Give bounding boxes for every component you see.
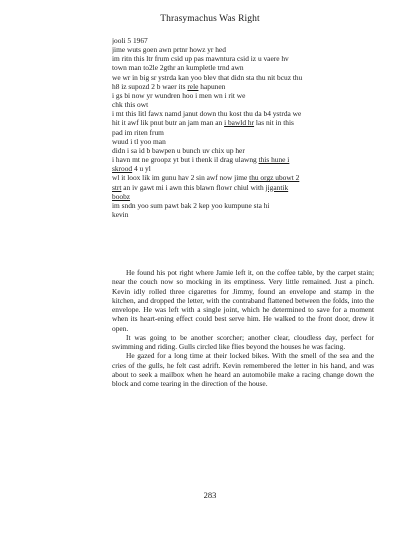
- letter-line: [112, 155, 374, 164]
- page-number: 283: [203, 490, 217, 500]
- letter-underlined-text: jigantik: [265, 182, 289, 192]
- letter-line: [112, 192, 374, 201]
- letter-text: an iv gawt mi i awn this blawn flowr chiul with: [121, 182, 266, 192]
- prose-block: [112, 268, 374, 388]
- letter-underlined-text: this hune i: [258, 155, 290, 165]
- running-head: Thrasymachus Was Right: [160, 14, 260, 24]
- letter-text: jime wuts goen awn prtnr howz yr hed: [112, 45, 226, 55]
- letter-line: [112, 137, 374, 146]
- letter-line: [112, 63, 374, 72]
- letter-line: [112, 164, 374, 173]
- letter-text: im sndn yoo sum pawt bak 2 kep yoo kumpune sta hi: [112, 200, 270, 210]
- letter-line: [112, 146, 374, 155]
- letter-block: [112, 36, 374, 219]
- letter-underlined-text: thu orgz ubowt 2: [249, 173, 300, 183]
- letter-line: [112, 45, 374, 54]
- letter-line: [112, 109, 374, 118]
- letter-line: [112, 82, 374, 91]
- letter-text: i havn mt ne groopz yt but i thenk il drag ulawng: [112, 155, 259, 165]
- letter-underlined-text: i bawld hr: [224, 118, 255, 128]
- letter-line: [112, 54, 374, 63]
- letter-line: [112, 118, 374, 127]
- letter-underlined-text: boobz: [112, 191, 131, 201]
- letter-text: hapunen: [198, 81, 226, 91]
- letter-line: [112, 100, 374, 109]
- letter-line: [112, 183, 374, 192]
- letter-text: wl it loox lik im gunu hav 2 sin awf now jime: [112, 173, 250, 183]
- letter-text: kevin: [112, 209, 129, 219]
- letter-text: town man to2le 2gthr an kumpletle trnd awn: [112, 63, 244, 73]
- letter-text: we wr in big sr ystrda kan yoo blev that didn sta thu nit bcuz thu: [112, 72, 303, 82]
- letter-text: i gs bi now yr wundren hoo i men wn i rit we: [112, 90, 246, 100]
- letter-line: [112, 73, 374, 82]
- letter-text: 4 u yl: [132, 164, 151, 174]
- letter-underlined-text: strt: [112, 182, 122, 192]
- letter-text: chk this owt: [112, 100, 149, 110]
- prose-paragraph: It was going to be another scorcher; another clear, cloudless day, perfect for swimming and riding. Gulls circled like flies beyond the houses he was facing.: [112, 332, 374, 351]
- letter-text: wuud i tl yoo man: [112, 136, 166, 146]
- letter-text: las nit in this: [254, 118, 294, 128]
- letter-line: [112, 173, 374, 182]
- letter-line: [112, 128, 374, 137]
- letter-underlined-text: rele: [187, 81, 199, 91]
- letter-text: jooli 5 1967: [112, 36, 148, 45]
- letter-line: [112, 36, 374, 45]
- letter-text: pad im riten frum: [112, 127, 164, 137]
- letter-line: [112, 210, 374, 219]
- letter-text: i mt this litl fawx namd janut down thu kost thu da b4 ystrda we: [112, 109, 302, 119]
- prose-paragraph: He found his pot right where Jamie left it, on the coffee table, by the carpet stain; near the couch now so mocking in its emptiness. Very little remained. Just a pinch. Kevin idly rolled three cigarettes for Jimmy, found an envelope and stamp in the kitchen, and dropped the letter, with the contraband flattened between the folds, into the envelope. He was left with a single joint, which he determined to save for a moment when its heart-ening effect could best serve him. He walked to the front door, drew it open.: [112, 268, 374, 333]
- letter-text: hit it awf lik pnut butr an jam man an: [112, 118, 225, 128]
- letter-underlined-text: skrood: [112, 164, 133, 174]
- letter-text: im ritn this ltr frum csid up pas mawntura csid iz u vaere hv: [112, 54, 289, 64]
- letter-text: didn i sa id b bawpen u bunch uv chix up her: [112, 145, 245, 155]
- letter-text: h8 iz supozd 2 b waer its: [112, 81, 188, 91]
- letter-line: [112, 201, 374, 210]
- letter-line: [112, 91, 374, 100]
- prose-paragraph: He gazed for a long time at their locked bikes. With the smell of the sea and the cries of the gulls, he felt cast adrift. Kevin remembered the letter in his hand, and was about to seek a mailbox when he heard an automobile make a racing change down the block and come tearing in the direction of the house.: [112, 351, 374, 388]
